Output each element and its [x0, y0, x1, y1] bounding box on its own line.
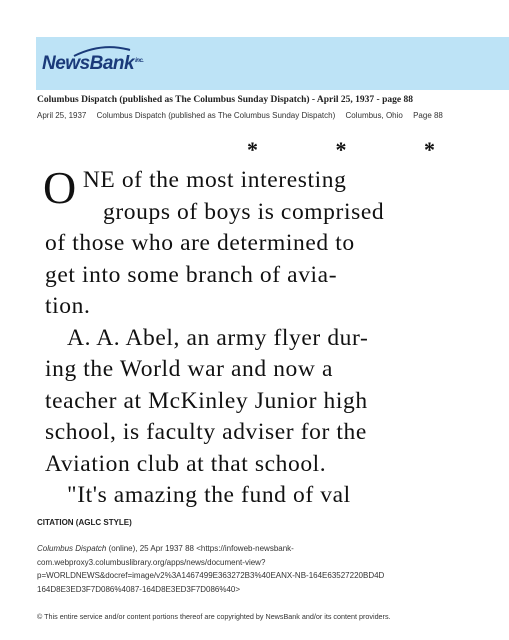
article-line-4: get into some branch of avia- [45, 261, 338, 288]
article-line-8: teacher at McKinley Junior high [45, 387, 368, 414]
newsbank-logo [42, 53, 143, 75]
article-clipping [37, 135, 509, 508]
citation-text[interactable] [37, 542, 509, 596]
citation-heading: CITATION (AGLC STYLE) [37, 518, 132, 527]
meta-place: Columbus, Ohio [345, 111, 403, 120]
logo-bank: Bank [89, 53, 135, 74]
article-line-1: ONE of the most interesting [43, 162, 347, 213]
citation-line-2: com.webproxy3.columbuslibrary.org/apps/news/document-view? [37, 557, 266, 567]
citation-source: Columbus Dispatch [37, 544, 107, 553]
article-line-10: Aviation club at that school. [45, 450, 327, 477]
citation-line-3: p=WORLDNEWS&docref=image/v2%3A1467499E363272B3%40EANX-NB-164E63527220BD4D [37, 571, 385, 580]
document-title: Columbus Dispatch (published as The Columbus Sunday Dispatch) - April 25, 1937 - page 88 [37, 95, 413, 105]
article-line-9: school, is faculty adviser for the [45, 419, 367, 445]
article-line-5: tion. [45, 293, 91, 319]
article-text [43, 162, 497, 508]
article-line-2: groups of boys is comprised [103, 198, 385, 225]
article-line-6: A. A. Abel, an army flyer dur- [67, 324, 369, 351]
section-separator: * * * [247, 137, 471, 162]
article-line-3: of those who are determined to [45, 230, 355, 256]
citation-line-1: (online), 25 Apr 1937 88 <https://infoweb-newsbank- [106, 544, 294, 553]
article-line-7: ing the World war and now a [45, 356, 333, 382]
meta-date: April 25, 1937 [37, 111, 87, 120]
article-line-11: "It's amazing the fund of val [67, 482, 351, 508]
logo-news: News [42, 53, 90, 74]
dropcap: O [43, 162, 77, 213]
logo-inc: inc. [135, 57, 144, 64]
meta-publication: Columbus Dispatch (published as The Columbus Sunday Dispatch) [96, 111, 336, 120]
meta-page: Page 88 [413, 111, 443, 120]
document-meta [37, 111, 451, 120]
citation-line-4: 164D8E3ED3F7D086%4087-164D8E3ED3F7D086%40> [37, 584, 241, 594]
copyright-notice: © This entire service and/or content portions thereof are copyrighted by NewsBank and/or its content providers. [37, 612, 391, 621]
